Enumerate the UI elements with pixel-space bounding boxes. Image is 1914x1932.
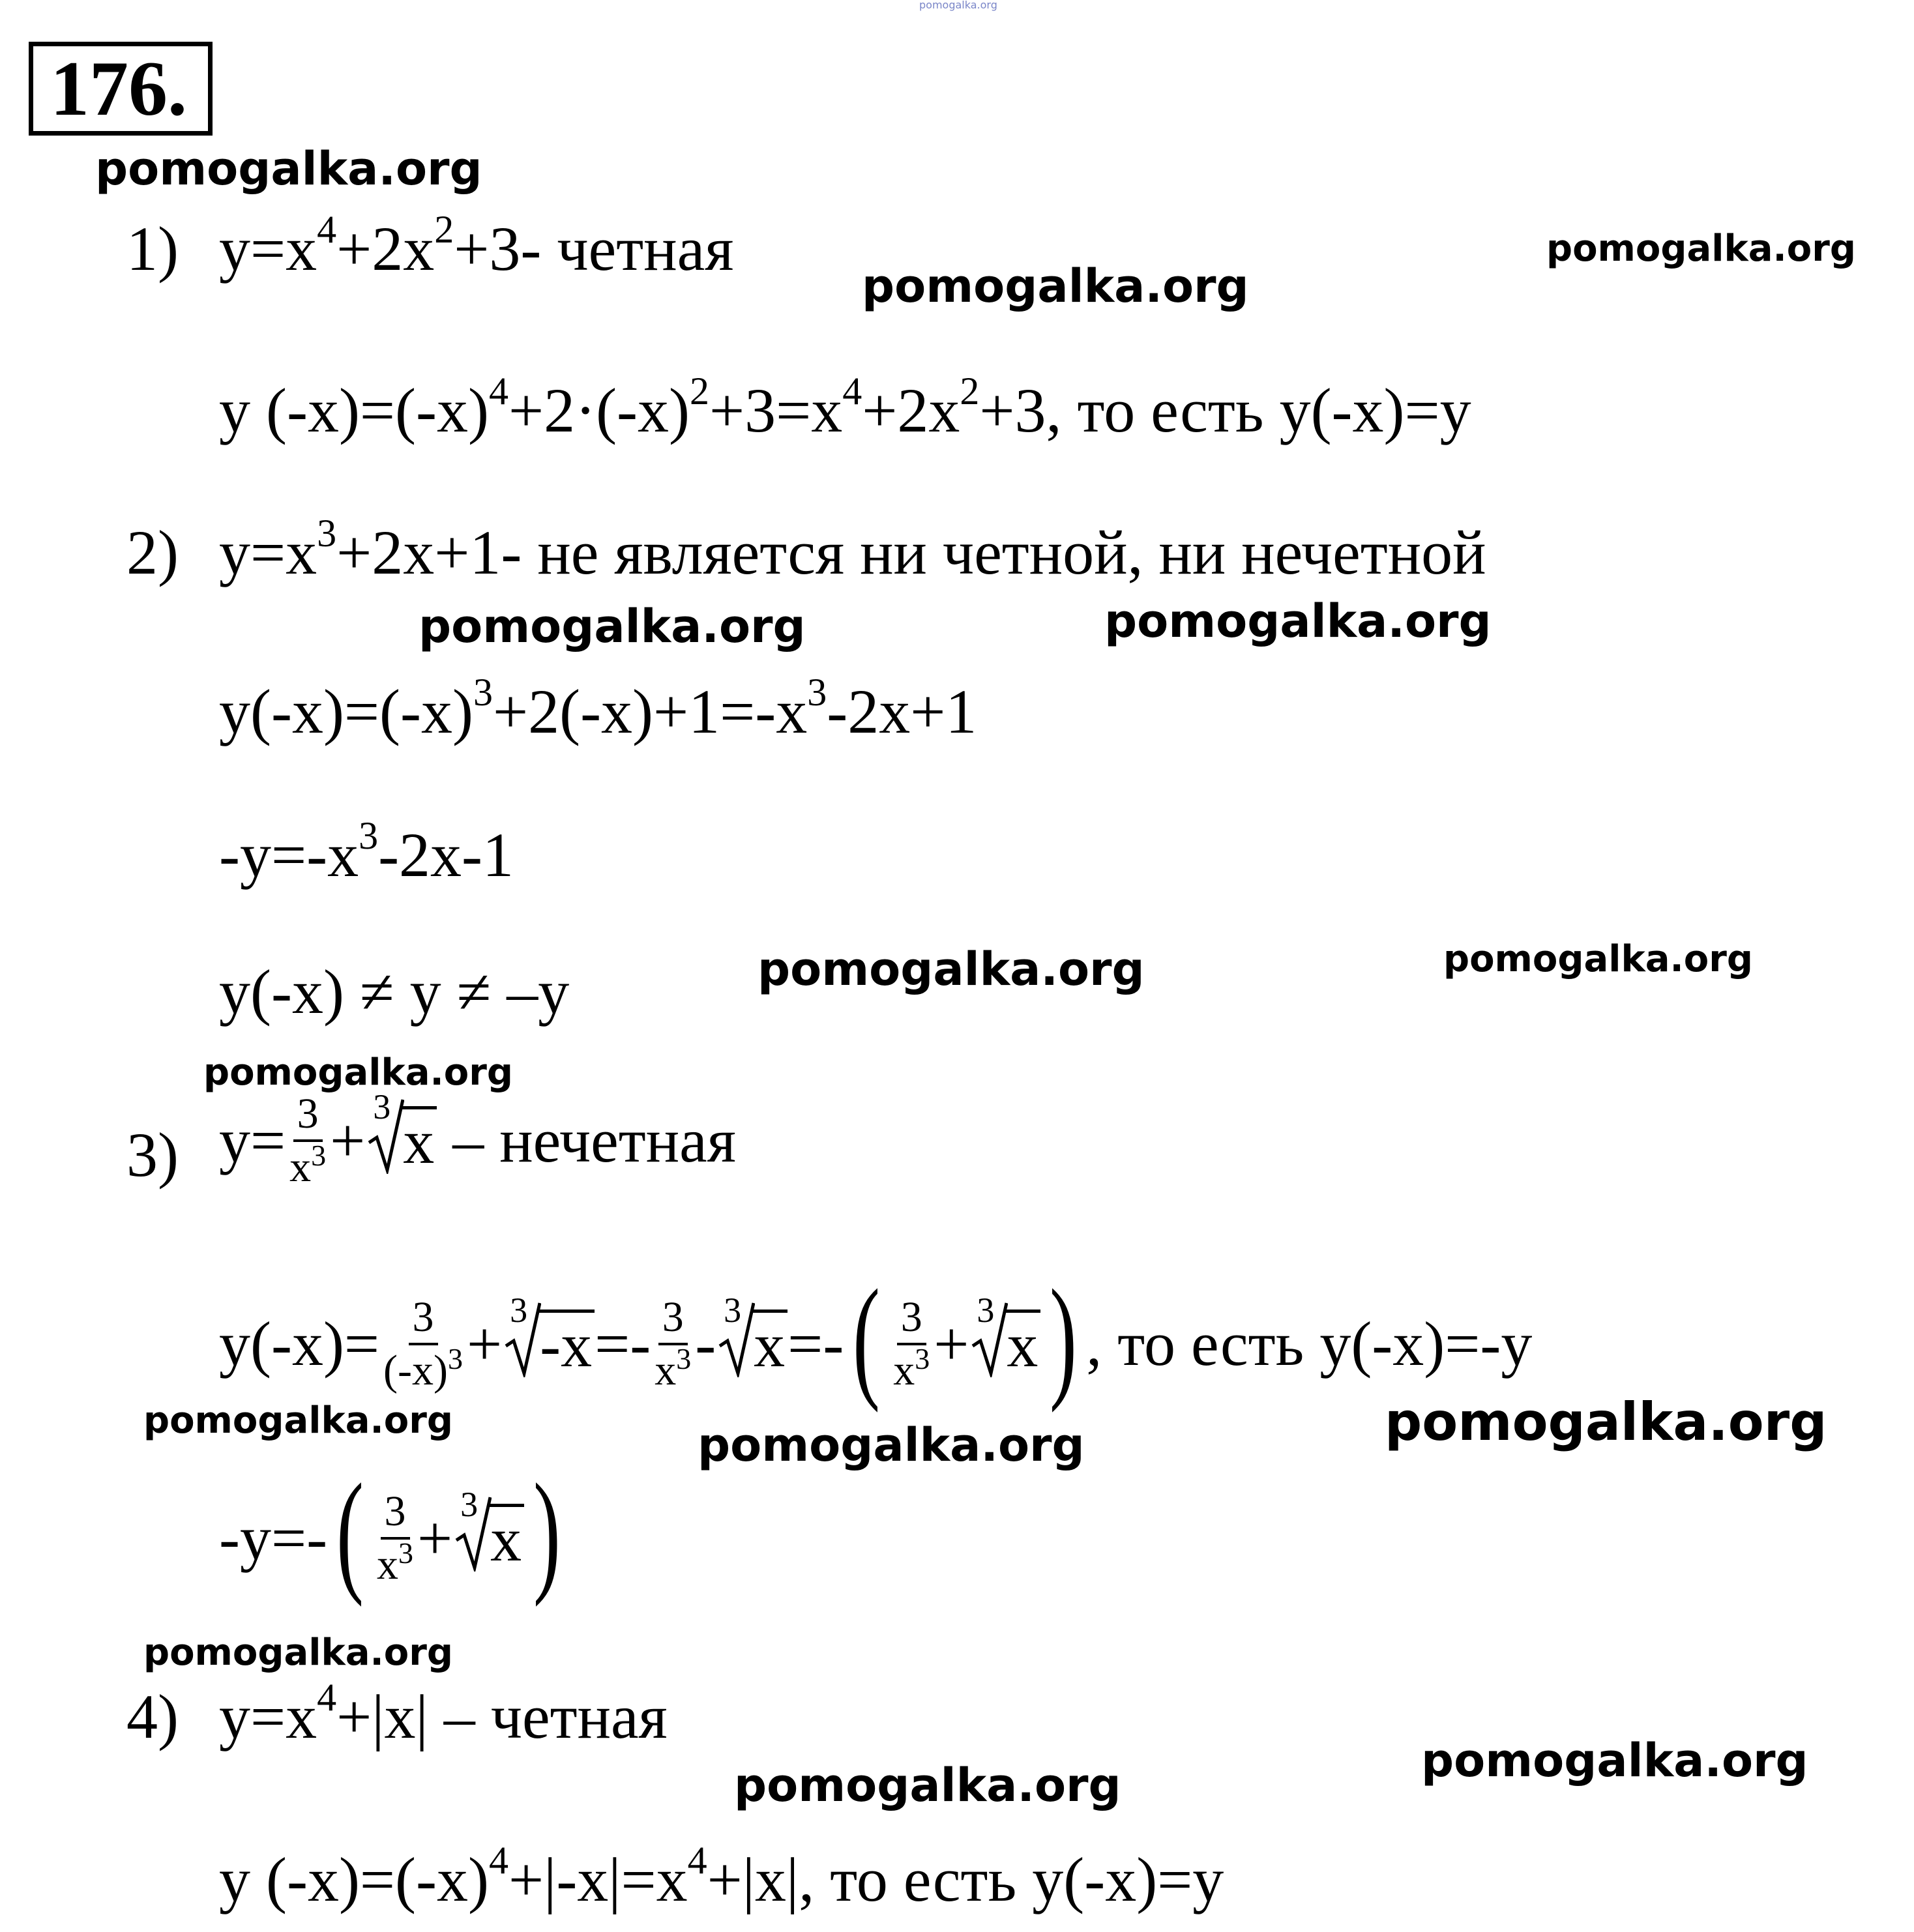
- item-4-check: y $(-x)=(-x)^4+|-x|=x^4+|x|$, то есть y(-x)=y: [219, 1839, 1224, 1914]
- item-3-line-2: -y=-( $\frac{3}{x^3}$ + 3 x): [219, 1456, 561, 1607]
- item-2-number: 2): [126, 518, 179, 587]
- item-3-line-1: y(-x)= $\frac{3}{(-x)^3}$ + 3 -x=- $\frac{3}{x^3}$ - 3 x=-( $\frac{3}{x^3}$ + 3 x) , то есть y(-x)=-y: [219, 1262, 1533, 1413]
- item-2-line-3: y(-x) ≠ y ≠ –y: [219, 957, 570, 1027]
- watermark: pomogalka.org: [1385, 1392, 1827, 1452]
- watermark: pomogalka.org: [203, 1051, 513, 1094]
- cube-root: 3 x: [718, 1310, 788, 1379]
- item-1-check: y $(-x)=(-x)^4+2\cdot(-x)^2+3=x^4+2x^2+3$, то есть y(-x)=y: [219, 370, 1471, 445]
- item-3-statement: y= $\frac{3}{x^3}$ + 3 x – нечетная: [219, 1087, 736, 1191]
- watermark: pomogalka.org: [734, 1759, 1121, 1812]
- cube-root: 3 x: [368, 1106, 437, 1175]
- watermark: pomogalka.org: [1546, 227, 1856, 270]
- item-4-number: 4): [126, 1682, 179, 1751]
- cube-root: 3 -x: [505, 1310, 595, 1379]
- item-2-line-2: $-y=-x^3-2x-1$: [219, 814, 514, 890]
- left-paren: (: [853, 1262, 881, 1413]
- watermark-tiny: pomogalka.org: [919, 0, 997, 11]
- fraction: $\frac{3}{x^3}$: [377, 1487, 414, 1588]
- watermark: pomogalka.org: [1443, 938, 1753, 980]
- right-paren: ): [1050, 1262, 1078, 1413]
- fraction: $\frac{3}{(-x)^3}$: [383, 1293, 463, 1394]
- watermark: pomogalka.org: [95, 142, 482, 196]
- fraction: $\frac{3}{x^3}$: [289, 1090, 327, 1191]
- item-4-statement: $y=x^4+|x|$ – четная: [219, 1676, 668, 1751]
- watermark: pomogalka.org: [1104, 594, 1492, 648]
- cube-root: 3 x: [455, 1504, 524, 1573]
- watermark: pomogalka.org: [698, 1418, 1085, 1472]
- right-paren: ): [533, 1456, 561, 1607]
- item-1-statement: $y=x^4+2x^2+3-$ четная: [219, 208, 734, 284]
- fraction: $\frac{3}{x^3}$: [893, 1293, 930, 1394]
- cube-root: 3 x: [971, 1310, 1040, 1379]
- watermark: pomogalka.org: [1421, 1734, 1808, 1787]
- item-2-statement: $y=x^3+2x+1-$ не является ни четной, ни нечетной: [219, 512, 1486, 587]
- watermark: pomogalka.org: [862, 259, 1249, 313]
- item-2-line-1: $y(-x)=(-x)^3+2(-x)+1=-x^3-2x+1$: [219, 671, 977, 746]
- item-3-number: 3): [126, 1120, 179, 1190]
- item-1-number: 1): [126, 214, 179, 284]
- watermark: pomogalka.org: [143, 1399, 453, 1442]
- watermark: pomogalka.org: [758, 943, 1145, 996]
- watermark: pomogalka.org: [419, 600, 806, 653]
- left-paren: (: [336, 1456, 364, 1607]
- problem-number: 176.: [29, 42, 213, 136]
- fraction: $\frac{3}{x^3}$: [655, 1293, 692, 1394]
- watermark: pomogalka.org: [143, 1632, 453, 1674]
